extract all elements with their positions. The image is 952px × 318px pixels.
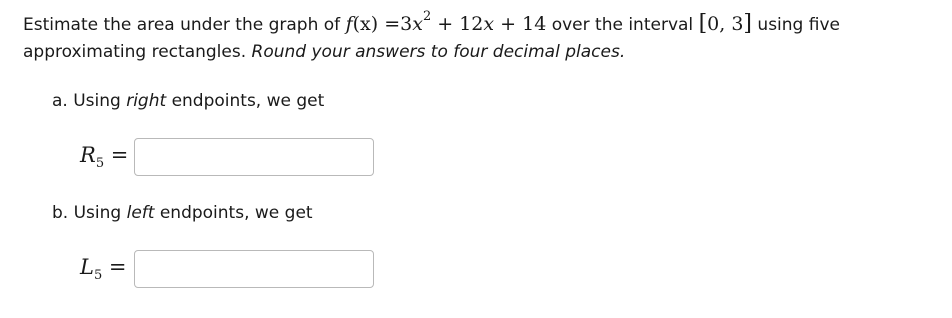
r5-equals: = [104, 142, 129, 167]
part-a-prompt [52, 91, 324, 111]
term1-exponent: 2 [422, 8, 432, 24]
interval-values: 0, 3 [707, 13, 744, 35]
function-expression [345, 8, 547, 35]
r5-sub: 5 [95, 156, 105, 172]
tail-text: using five approximating rectangles. [23, 15, 840, 62]
interval-expression [699, 13, 752, 35]
l5-var: L [80, 254, 94, 279]
term1-coef: 3 [400, 13, 413, 35]
part-b-answer-row [80, 250, 374, 288]
term1-var: x [412, 13, 423, 35]
part-b-emph: left [126, 203, 155, 223]
part-a-prefix: a. Using [52, 91, 127, 111]
term-rest: + 12 [431, 13, 484, 35]
r5-var: R [80, 142, 96, 167]
r5-label [80, 143, 134, 171]
l5-label [80, 255, 134, 283]
function-name: f [345, 13, 353, 35]
question-prompt [23, 10, 933, 66]
l5-input[interactable] [134, 250, 374, 288]
interval-close: ] [743, 11, 753, 36]
part-b-prefix: b. Using [52, 203, 127, 223]
part-a-emph: right [126, 91, 167, 111]
rounding-note: Round your answers to four decimal places. [251, 42, 626, 62]
equals-sign: = [384, 13, 401, 35]
l5-sub: 5 [93, 268, 103, 284]
term-const: + 14 [494, 13, 547, 35]
function-variable: (x) [352, 13, 379, 35]
term-rest-var: x [483, 13, 495, 35]
part-b-suffix: endpoints, we get [154, 203, 313, 223]
question-intro: Estimate the area under the graph of [23, 15, 346, 35]
part-a-suffix: endpoints, we get [166, 91, 325, 111]
part-a-answer-row [80, 138, 374, 176]
part-b-prompt [52, 203, 313, 223]
l5-equals: = [102, 254, 127, 279]
interval-open: [ [698, 11, 708, 36]
r5-input[interactable] [134, 138, 374, 176]
over-text: over the interval [546, 15, 699, 35]
